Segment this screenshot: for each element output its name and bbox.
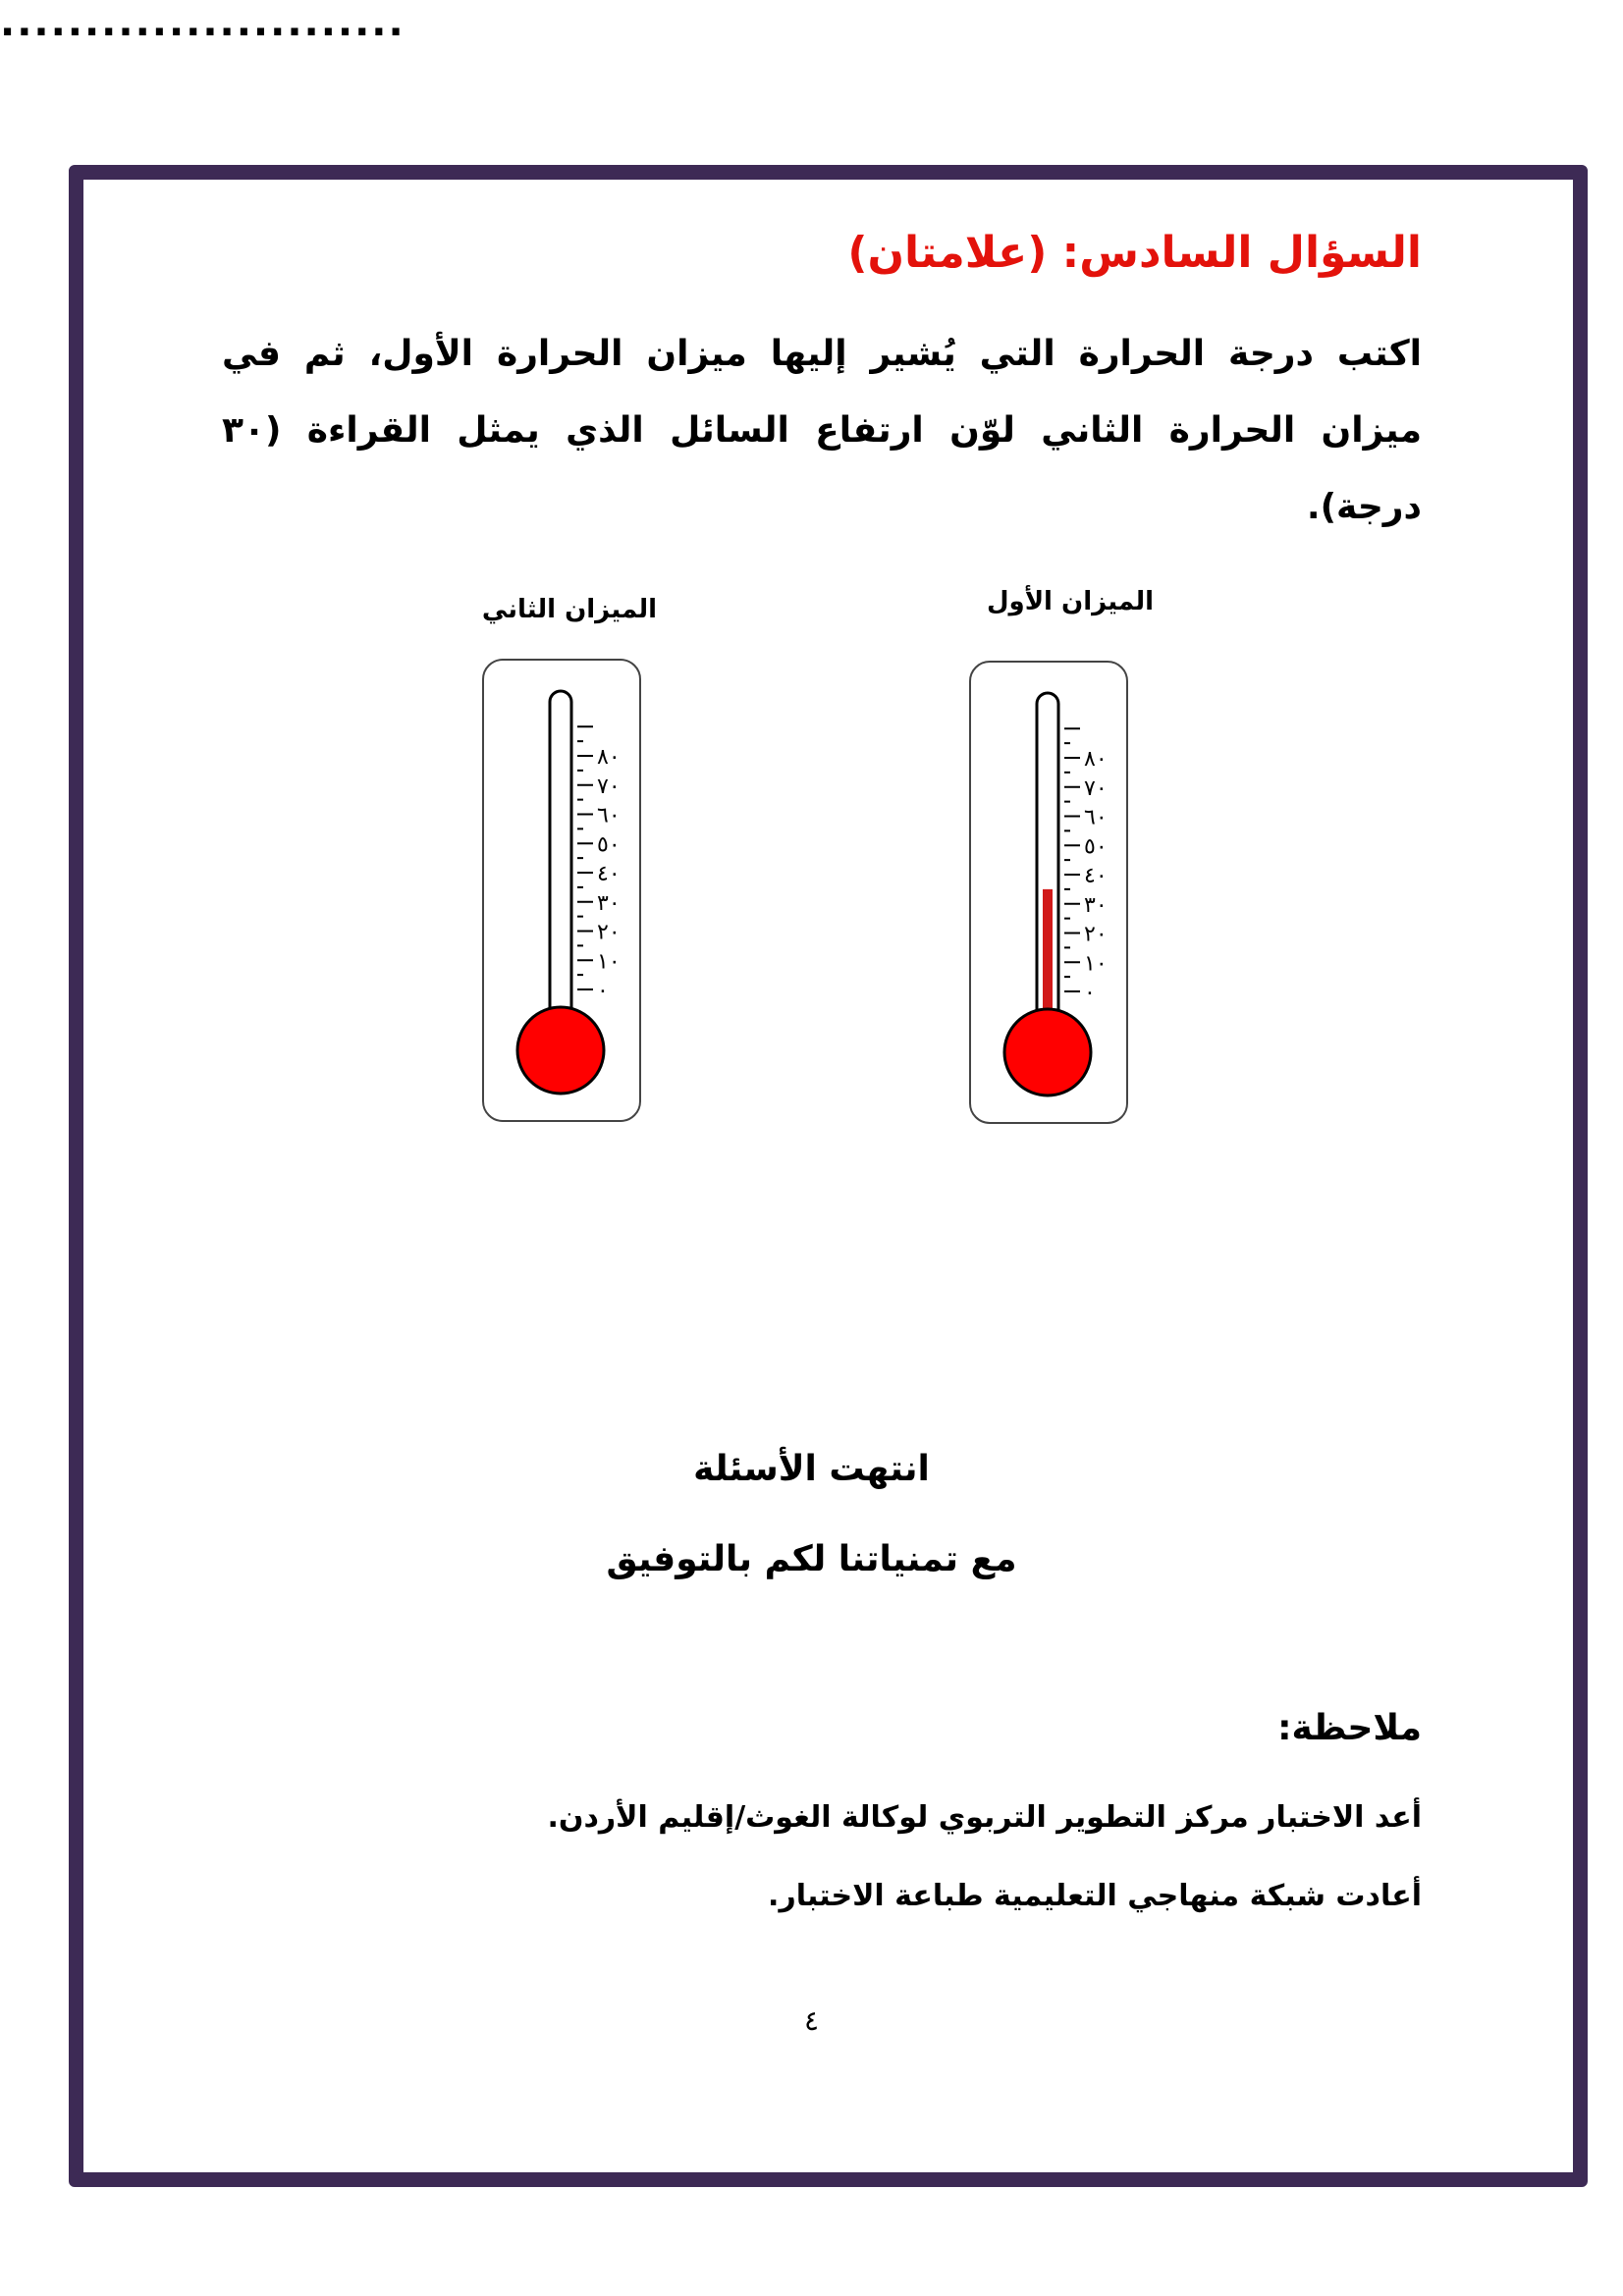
scale-label: ٠ [597, 979, 609, 1003]
scale-label: ٦٠ [1084, 805, 1108, 830]
scale-label: ١٠ [1084, 951, 1108, 977]
scale-label: ٦٠ [597, 803, 621, 828]
scale-label: ٢٠ [597, 920, 621, 945]
thermometer-bulb [517, 1007, 604, 1094]
scale-label: ٨٠ [1084, 747, 1108, 772]
scale-label: ٧٠ [597, 774, 621, 799]
scale-label: ٣٠ [597, 890, 621, 916]
scale-label: ٤٠ [597, 862, 621, 886]
scale-label: ١٠ [597, 949, 621, 975]
scale-label: ٢٠ [1084, 922, 1108, 947]
closing-line-2: مع تمنياتنا لكم بالتوفيق [606, 1539, 1017, 1579]
answer-blank[interactable]: ........................ [0, 0, 406, 45]
scale-label: ٣٠ [1084, 892, 1108, 918]
scale-label: ٠ [1084, 981, 1096, 1005]
closing-line-1: انتهت الأسئلة [693, 1449, 930, 1489]
scale-label: ٥٠ [1084, 834, 1108, 860]
scale-label: ٨٠ [597, 745, 621, 770]
question-title: السؤال السادس: (علامتان) [847, 228, 1422, 278]
scale-label: ٧٠ [1084, 775, 1108, 801]
thermometer-1-label: الميزان الأول [986, 587, 1155, 616]
scale-label: ٥٠ [597, 832, 621, 858]
thermometer-2-label: الميزان الثاني [481, 595, 658, 624]
thermometer-bulb [1004, 1009, 1091, 1095]
question-body: اكتب درجة الحرارة التي يُشير إليها ميزان الحرارة الأول، ثم في ميزان الحرارة الثاني لوّن ارتفاع السائل الذي يمثل القراءة (٣٠ درجة). [222, 334, 1422, 527]
note-line-2: أعادت شبكة منهاجي التعليمية طباعة الاختبار. [768, 1879, 1422, 1913]
thermometer-2[interactable] [481, 658, 642, 1123]
note-line-1: أعد الاختبار مركز التطوير التربوي لوكالة الغوث/إقليم الأردن. [547, 1800, 1422, 1835]
thermometer-1 [968, 660, 1129, 1125]
page-number: ٤ [803, 2004, 820, 2037]
note-title: ملاحظة: [1277, 1708, 1422, 1748]
thermometer-tube [550, 691, 571, 1041]
scale-label: ٤٠ [1084, 864, 1108, 888]
